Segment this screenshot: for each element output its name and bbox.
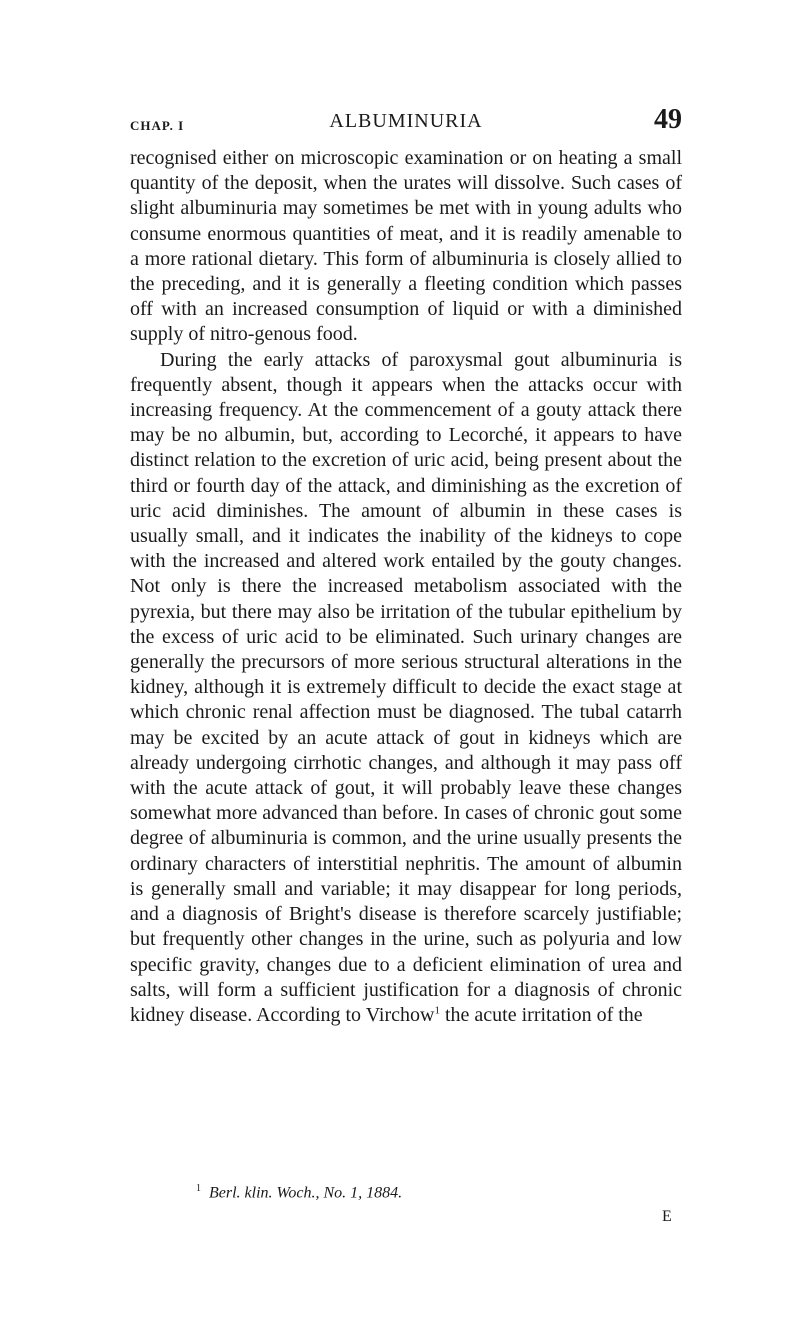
signature-mark: E bbox=[662, 1208, 672, 1225]
running-head bbox=[130, 104, 682, 138]
body-text bbox=[130, 146, 682, 1028]
footnote-reference: 1 bbox=[434, 1004, 440, 1017]
paragraph-gout bbox=[130, 348, 682, 1028]
footnote-mark: 1 bbox=[196, 1183, 201, 1194]
footnote bbox=[196, 1183, 402, 1202]
paragraph-gout-tail: the acute irritation of the bbox=[439, 1003, 643, 1026]
footnote-text: Berl. klin. Woch., No. 1, 1884. bbox=[209, 1184, 403, 1202]
paragraph-continued: recognised either on microscopic examination or on heating a small quantity of the deposit, when the urates will dissolve. Such cases of slight albuminuria may sometimes be met with in young adults who consume enormous quantities of meat, and it is readily amenable to a more rational dietary. This form of albuminuria is closely allied to the preceding, and it is generally a fleeting condition which passes off with an increased consumption of liquid or with a diminished supply of nitro-genous food. bbox=[130, 147, 682, 346]
paragraph-gout-text: During the early attacks of paroxysmal gout albuminuria is frequently absent, though it appears when the attacks occur with increasing frequency. At the commencement of a gouty attack there may be no albumin, but, according to Lecorché, it appears to have distinct relation to the excretion of uric acid, being present about the third or fourth day of the attack, and diminishing as the excretion of uric acid diminishes. The amount of albumin in these cases is usually small, and it indicates the inability of the kidneys to cope with the increased and altered work entailed by the gouty changes. Not only is there the increased metabolism associated with the pyrexia, but there may also be irritation of the tubular epithelium by the excess of uric acid to be eliminated. Such urinary changes are generally the precursors of more serious structural alterations in the kidney, although it is extremely difficult to decide the exact stage at which chronic renal affection must be diagnosed. The tubal catarrh may be excited by an acute attack of gout in kidneys which are already undergoing cirrhotic changes, and although it may pass off with the acute attack of gout, it will probably leave these changes somewhat more advanced than before. In cases of chronic gout some degree of albuminuria is common, and the urine usually presents the ordinary characters of interstitial nephritis. The amount of albumin is generally small and variable; it may disappear for long periods, and a diagnosis of Bright's disease is therefore scarcely justifiable; but frequently other changes in the urine, such as polyuria and low specific gravity, changes due to a deficient elimination of urea and salts, will form a sufficient justification for a diagnosis of chronic kidney disease. According to Virchow bbox=[130, 348, 682, 1026]
page-number: 49 bbox=[654, 104, 682, 135]
running-title: ALBUMINURIA bbox=[329, 110, 483, 132]
chapter-label: CHAP. I bbox=[130, 118, 185, 133]
